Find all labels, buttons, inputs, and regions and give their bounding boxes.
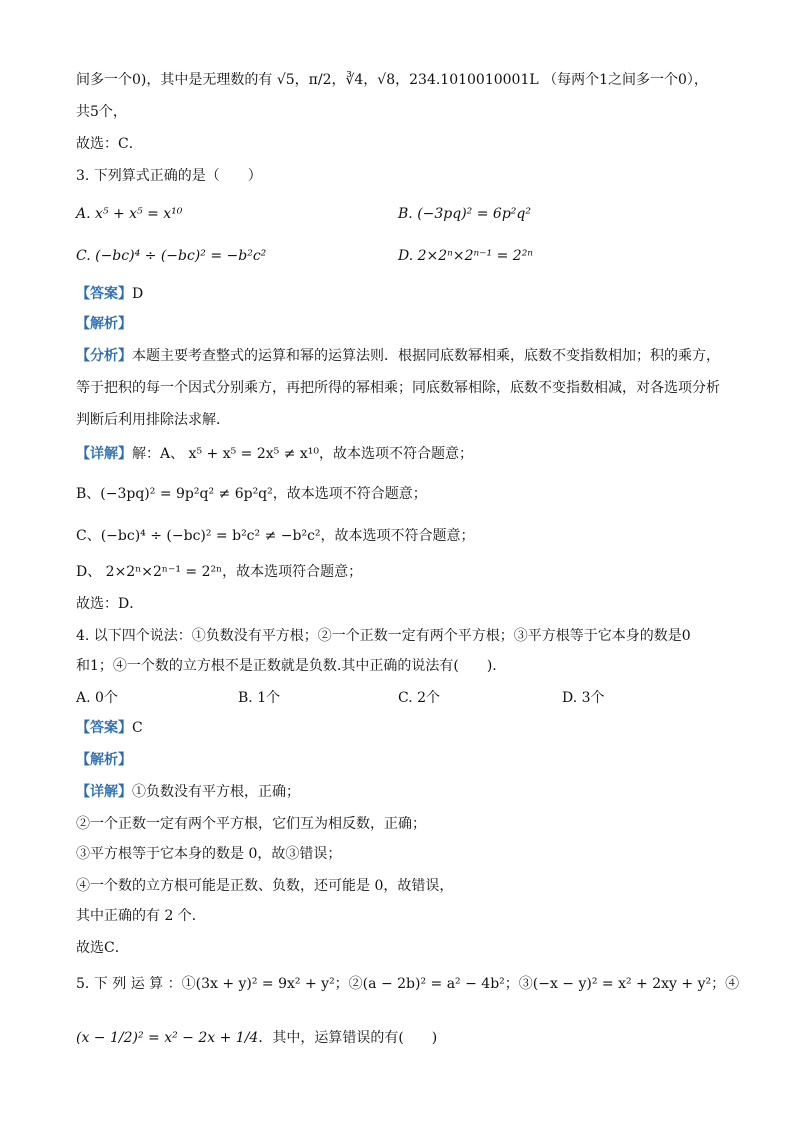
q3-answer xyxy=(76,284,724,304)
answer-value: D xyxy=(132,286,144,302)
q5-stem-tail: ．其中，运算错误的有( ) xyxy=(258,1030,438,1046)
q4-stem-line2: 和1；④一个数的立方根不是正数就是负数.其中正确的说法有( ). xyxy=(76,658,497,674)
q3-detail-a xyxy=(76,444,724,464)
answer-label: 【答案】 xyxy=(76,720,132,736)
answer-value: C xyxy=(132,720,143,736)
q3-option-b: B. (−3pq)² = 6p²q² xyxy=(398,206,531,222)
q3-analysis xyxy=(76,314,724,334)
q4-option-c: C. 2个 xyxy=(398,690,441,706)
q4-summary: 其中正确的有 2 个． xyxy=(76,908,206,924)
q2-choice: 故选：C． xyxy=(76,136,143,152)
q3-fenxi-line3: 判断后利用排除法求解． xyxy=(76,412,230,428)
q4-option-a: A. 0个 xyxy=(76,690,118,706)
detail-1-text: ①负数没有平方根，正确； xyxy=(132,784,300,800)
q5-stem-line1: 5. 下 列 运 算 ：①(3x + y)² = 9x² + y²；②(a − 2b)² = a² − 4b²；③(−x − y)² = x² + 2xy + y²；④ xyxy=(76,976,740,992)
q4-detail-4: ④一个数的立方根可能是正数、负数，还可能是 0，故错误， xyxy=(76,878,454,894)
analysis-label: 【解析】 xyxy=(76,752,132,768)
answer-label: 【答案】 xyxy=(76,286,132,302)
q3-fenxi-line2: 等于把积的每一个因式分别乘方，再把所得的幂相乘；同底数幂相除，底数不变指数相减，对各选项分析 xyxy=(76,380,720,396)
fenxi-text: 本题主要考查整式的运算和幂的运算法则．根据同底数幂相乘，底数不变指数相加；积的乘方， xyxy=(132,348,720,364)
q3-option-d: D. 2×2ⁿ×2ⁿ⁻¹ = 2²ⁿ xyxy=(398,248,533,264)
detail-label: 【详解】 xyxy=(76,784,132,800)
q4-detail-1 xyxy=(76,782,724,802)
detail-label: 【详解】 xyxy=(76,446,132,462)
q2-tail-line2: 共5个， xyxy=(76,104,127,120)
q2-tail-line1: 间多一个0)，其中是无理数的有 √5，π/2，∛4，√8，234.1010010001L （每两个1之间多一个0）， xyxy=(76,72,708,88)
q3-stem: 3. 下列算式正确的是（ ） xyxy=(76,168,262,184)
q3-detail-b: B、(−3pq)² = 9p²q² ≠ 6p²q²，故本选项不符合题意； xyxy=(76,486,427,502)
fenxi-label: 【分析】 xyxy=(76,348,132,364)
q3-option-c: C. (−bc)⁴ ÷ (−bc)² = −b²c² xyxy=(76,248,267,264)
q3-detail-c: C、(−bc)⁴ ÷ (−bc)² = b²c² ≠ −b²c²，故本选项不符合题意； xyxy=(76,528,475,544)
q3-detail-d: D、 2×2ⁿ×2ⁿ⁻¹ = 2²ⁿ，故本选项符合题意； xyxy=(76,564,363,580)
q3-choice: 故选：D． xyxy=(76,596,144,612)
q4-detail-3: ③平方根等于它本身的数是 0，故③错误； xyxy=(76,846,342,862)
q5-expression-4: (x − 1/2)² = x² − 2x + 1/4 xyxy=(76,1030,259,1046)
q4-option-d: D. 3个 xyxy=(562,690,605,706)
detail-a-text: 解：A、 x⁵ + x⁵ = 2x⁵ ≠ x¹⁰，故本选项不符合题意； xyxy=(132,446,474,462)
q3-option-a: A. x⁵ + x⁵ = x¹⁰ xyxy=(76,206,183,222)
q4-stem-line1: 4. 以下四个说法：①负数没有平方根；②一个正数一定有两个平方根；③平方根等于它本身的数是0 xyxy=(76,628,691,644)
q4-option-b: B. 1个 xyxy=(238,690,281,706)
q4-choice: 故选C． xyxy=(76,940,129,956)
q4-analysis xyxy=(76,750,724,770)
q5-stem-line2 xyxy=(76,1020,724,1056)
analysis-label: 【解析】 xyxy=(76,316,132,332)
q3-fenxi-line1 xyxy=(76,346,724,366)
q4-answer xyxy=(76,718,724,738)
q4-detail-2: ②一个正数一定有两个平方根，它们互为相反数，正确； xyxy=(76,816,426,832)
